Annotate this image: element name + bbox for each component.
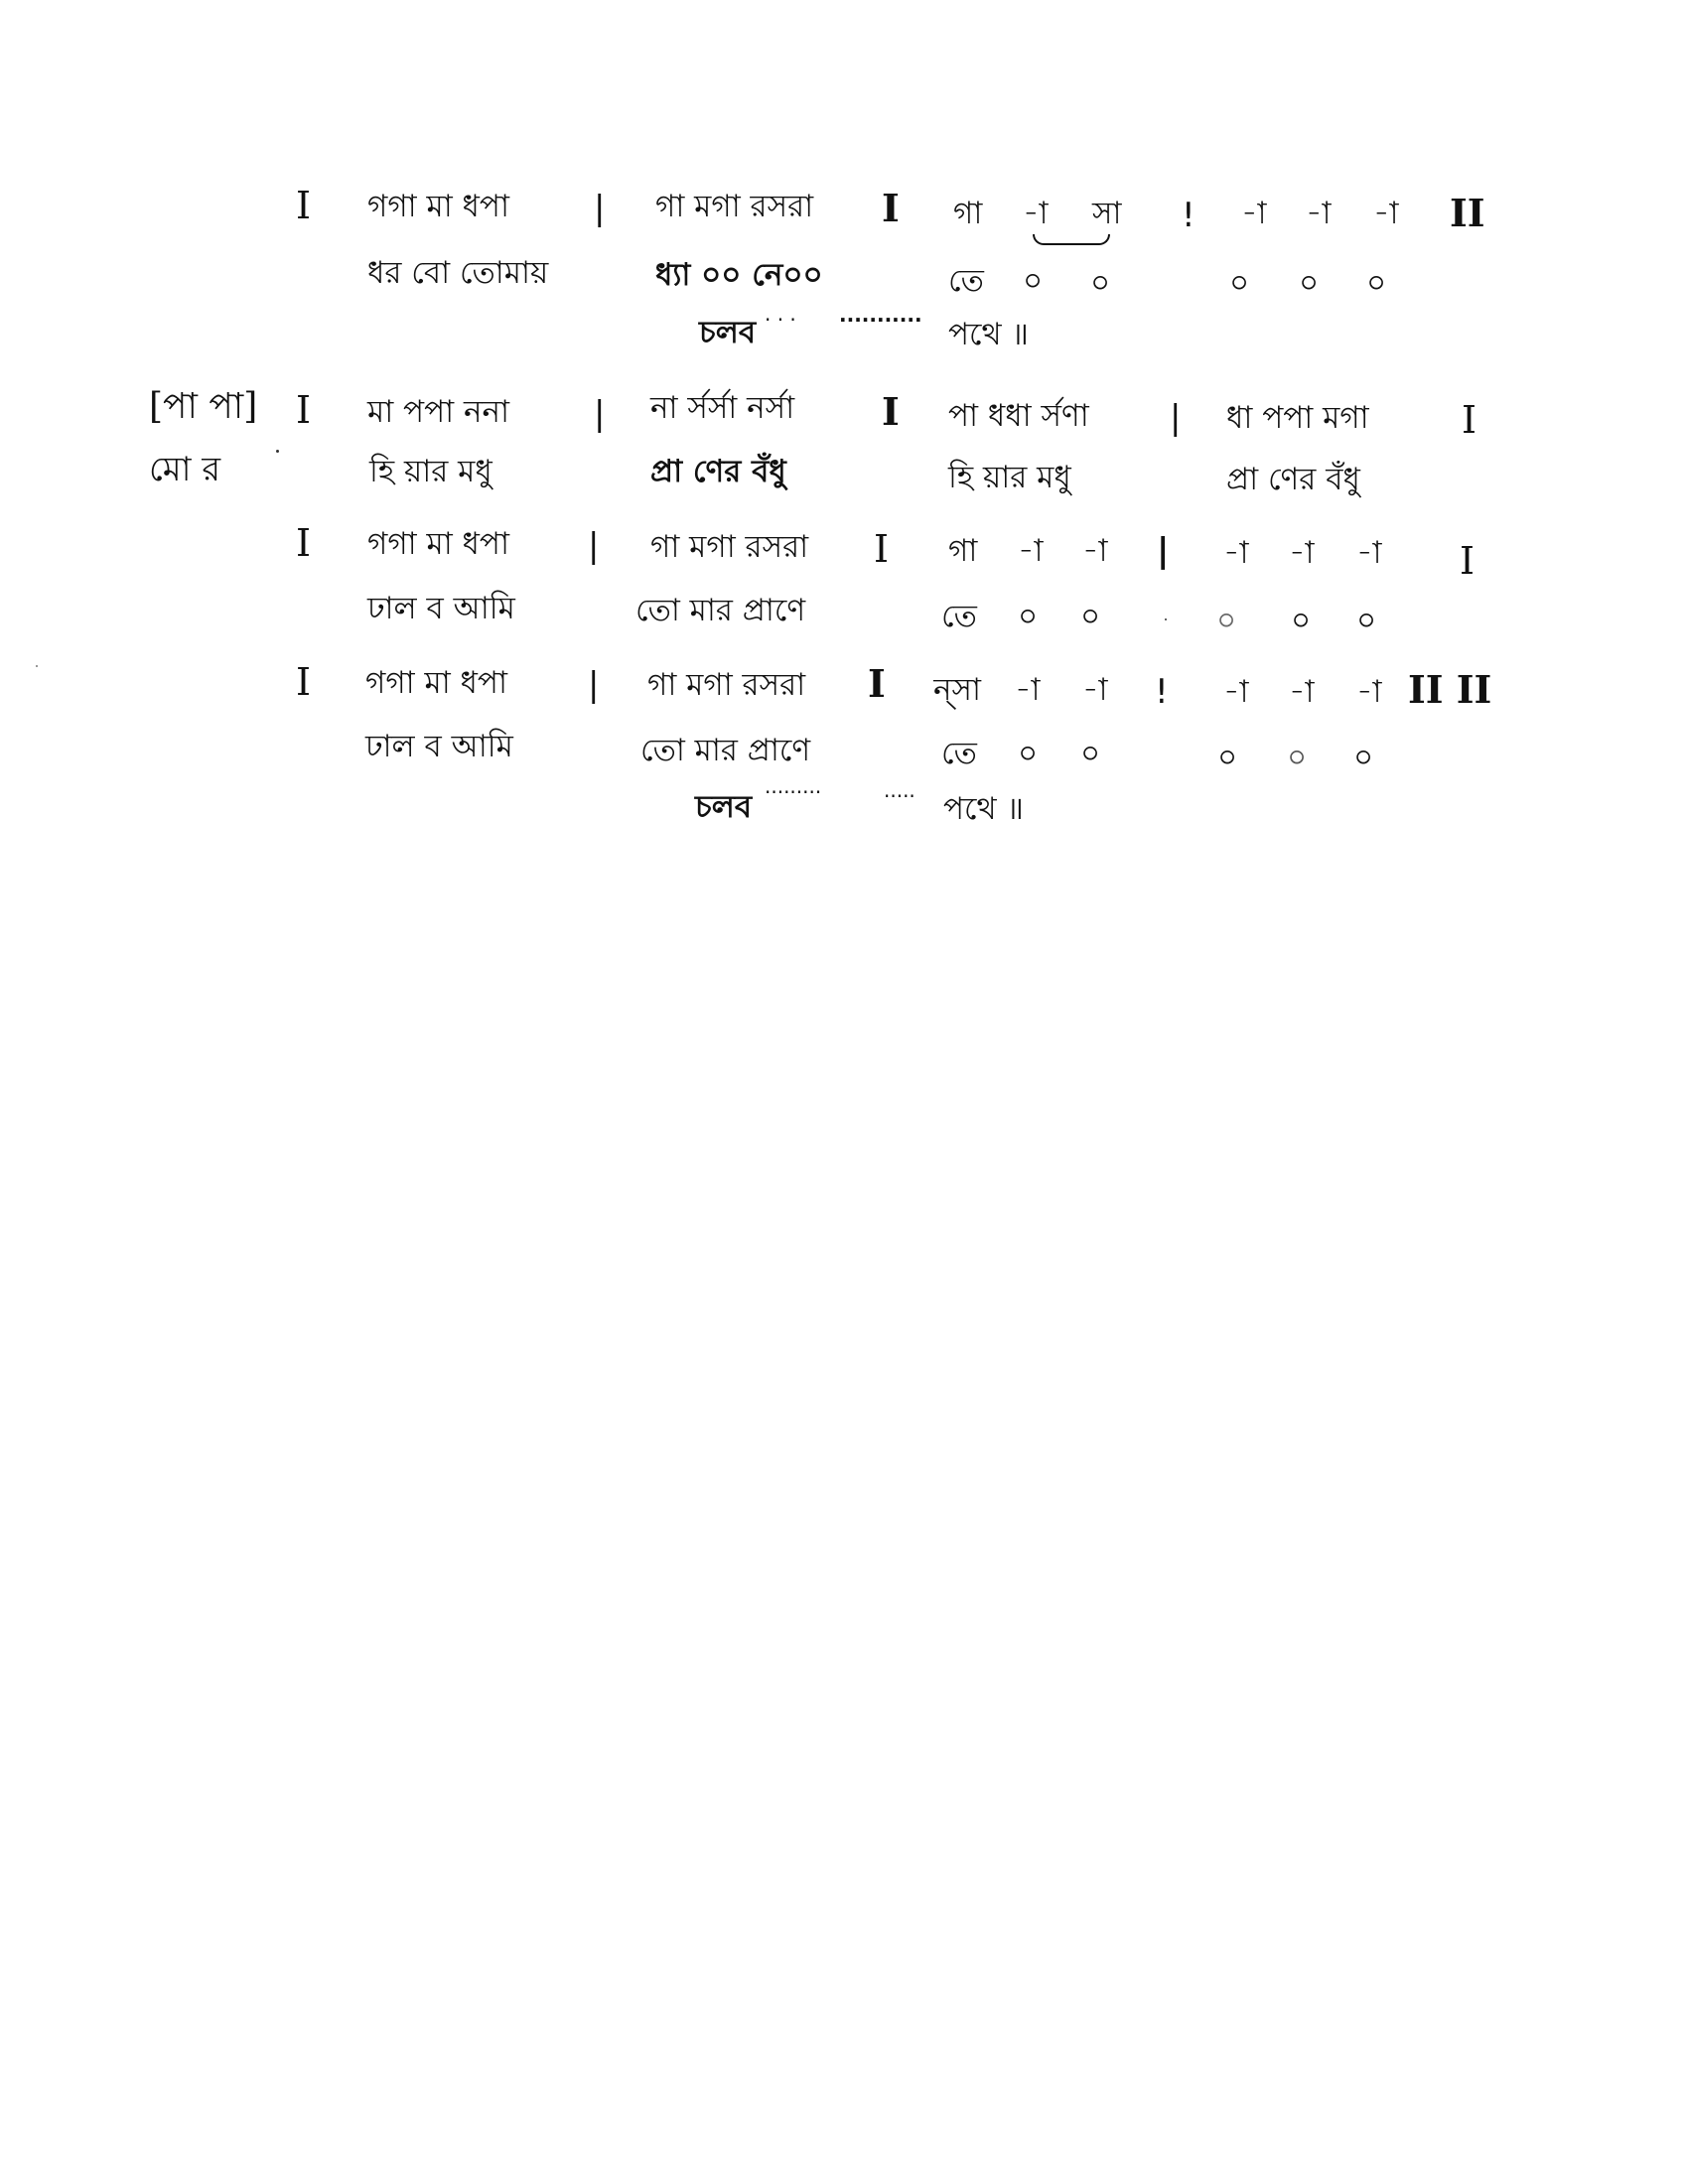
- bar-line: I: [296, 660, 312, 704]
- slur-mark: [1033, 234, 1110, 245]
- lyric: ০: [1018, 599, 1039, 634]
- bar-line: I: [882, 186, 900, 230]
- bar-line: |: [1157, 531, 1170, 571]
- notes-measure-2: গা মগা রসরা: [650, 529, 809, 565]
- lyric: তে: [948, 263, 984, 299]
- bar-line: |: [1170, 398, 1182, 438]
- ink-speck: [36, 665, 38, 667]
- refrain-start: চলব: [695, 789, 753, 825]
- lyrics-measure-3: হি য়ার মধু: [948, 460, 1071, 495]
- bar-line: |: [594, 394, 606, 434]
- notes-measure-1: গগা মা ধপা: [367, 189, 509, 224]
- notes-measure-2: গা মগা রসরা: [655, 189, 814, 224]
- bar-line: I: [296, 521, 312, 565]
- lead-in-lyric: মো র: [149, 450, 221, 489]
- lyric: ০: [1217, 740, 1238, 775]
- notes-measure-2: গা মগা রসরা: [647, 667, 806, 703]
- refrain-end: পথে ॥: [948, 317, 1029, 352]
- lyric: ০: [1023, 263, 1044, 299]
- bar-line: I: [1460, 539, 1476, 583]
- lyric: ০: [1291, 603, 1312, 638]
- note: -া: [1373, 196, 1399, 231]
- lyric: ০: [1090, 265, 1111, 301]
- note: -া: [1356, 535, 1382, 571]
- lyric: ০: [1366, 265, 1387, 301]
- notes-measure-1: গগা মা ধপা: [367, 526, 509, 562]
- note: -া: [1223, 674, 1249, 710]
- lyric: ০: [1287, 740, 1308, 775]
- lyric: ০: [1018, 736, 1039, 771]
- lyric: ০: [1353, 740, 1374, 775]
- notes-measure-4: ধা পপা মগা: [1226, 400, 1369, 436]
- lyrics-measure-2: তো মার প্রাণে: [640, 733, 811, 768]
- lead-in-notes: [পা পা]: [149, 386, 258, 427]
- notes-measure-1: মা পপা ননা: [367, 394, 509, 430]
- bar-line: I: [868, 661, 886, 706]
- lyrics-measure-1: ঢাল ব আমি: [367, 591, 515, 626]
- bar-line: |: [594, 189, 606, 228]
- lyric: ০: [1080, 736, 1101, 771]
- note: সা: [1092, 196, 1122, 231]
- bar-line: I: [874, 527, 890, 571]
- refrain-dots: ·········: [765, 780, 822, 804]
- lyric: ০: [1080, 599, 1101, 634]
- refrain-end: পথে ॥: [943, 791, 1024, 827]
- note: -া: [1023, 196, 1049, 231]
- note: -া: [1015, 672, 1041, 708]
- lyrics-measure-4: প্রা ণের বঁধু: [1226, 462, 1360, 497]
- note: -া: [1018, 533, 1044, 569]
- lyric: তে: [941, 736, 977, 771]
- notes-measure-2: না র্সর্সা নর্সা: [650, 390, 795, 426]
- note: -া: [1289, 674, 1315, 710]
- refrain-dots: ·····: [884, 784, 915, 808]
- lyrics-measure-2: ধ্যা ০০ নে০০: [655, 257, 823, 293]
- lyrics-measure-1: ঢাল ব আমি: [365, 729, 513, 764]
- note: -া: [1082, 533, 1108, 569]
- note: -া: [1241, 196, 1267, 231]
- note: গা: [948, 533, 978, 569]
- lyrics-measure-2: তো মার প্রাণে: [635, 593, 806, 628]
- lyric: ০: [1356, 603, 1377, 638]
- lyric: তে: [941, 599, 977, 634]
- end-bar-line: II II: [1408, 667, 1492, 712]
- refrain-start: চলব: [699, 315, 757, 350]
- note: -া: [1289, 535, 1315, 571]
- bar-line: I: [296, 184, 312, 227]
- note: ন্‌সা: [933, 672, 981, 708]
- bar-line: !: [1155, 672, 1169, 712]
- refrain-dots: · · ·: [765, 308, 796, 332]
- lyrics-measure-2: প্রা ণের বঁধু: [650, 454, 786, 489]
- bar-line: I: [296, 388, 312, 432]
- lyrics-measure-1: ধর বো তোমায়: [367, 255, 549, 291]
- lyric: ০: [1299, 265, 1320, 301]
- bar-line: I: [1462, 398, 1477, 442]
- ink-speck: [1165, 618, 1167, 620]
- note: -া: [1356, 674, 1382, 710]
- notes-measure-1: গগা মা ধপা: [365, 665, 507, 701]
- bar-line: I: [882, 389, 900, 434]
- refrain-dots: ···········: [839, 308, 922, 332]
- note: -া: [1306, 196, 1332, 231]
- ink-speck: [276, 450, 279, 453]
- note: গা: [953, 196, 983, 231]
- note: -া: [1223, 535, 1249, 571]
- lyric: ০: [1229, 265, 1250, 301]
- bar-line: |: [588, 526, 600, 566]
- lyric: ০: [1216, 603, 1237, 638]
- double-bar-line: II: [1450, 191, 1485, 235]
- bar-line: |: [588, 665, 600, 705]
- bar-line: !: [1182, 196, 1196, 235]
- lyrics-measure-1: হি য়ার মধু: [369, 454, 492, 489]
- notes-measure-3: পা ধধা র্সণা: [948, 398, 1089, 434]
- note: -া: [1082, 672, 1108, 708]
